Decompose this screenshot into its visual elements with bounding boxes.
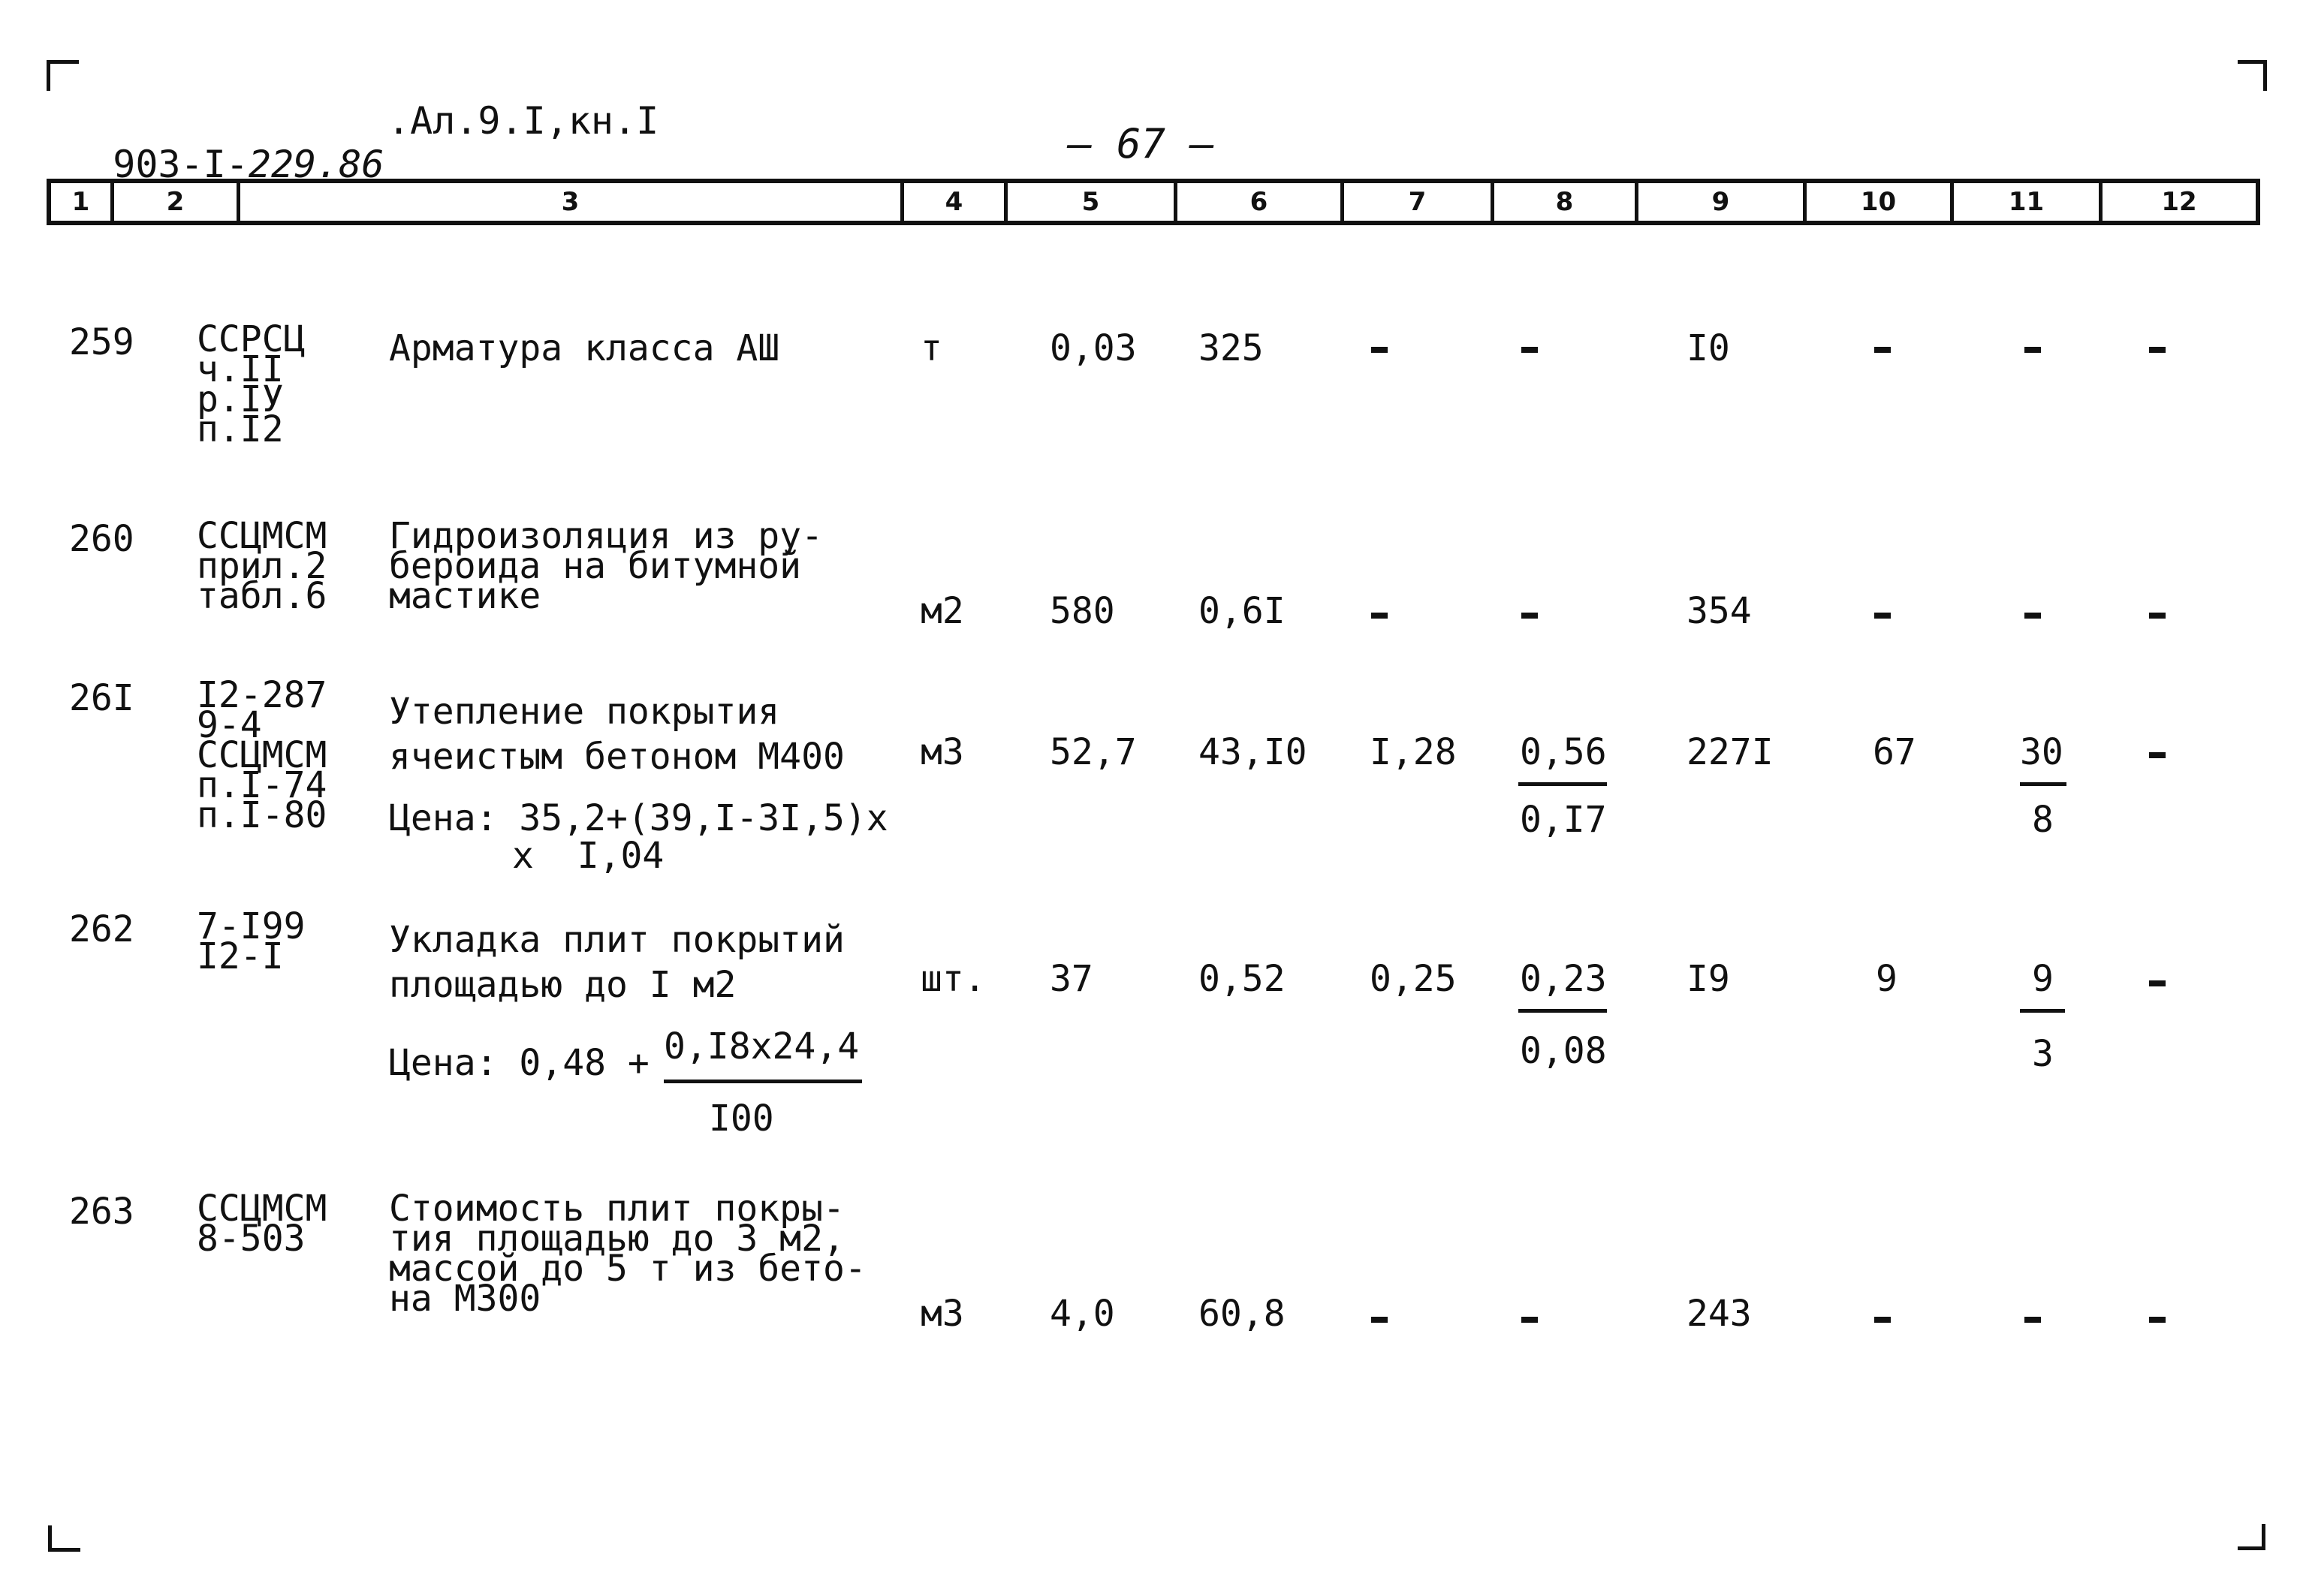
unit-price: 0,52: [1198, 958, 1286, 1000]
empty-dash-col12: [2149, 980, 2166, 986]
column-header-2: 2: [114, 183, 240, 221]
work-description: Утепление покрытия ячеистым бетоном М400: [389, 691, 845, 778]
empty-dash-col11: [2024, 347, 2041, 353]
unit-price: 0,6I: [1198, 590, 1286, 632]
empty-dash-col12: [2149, 752, 2166, 758]
corner-mark-top-right: [2238, 60, 2267, 91]
column-header-12: 12: [2161, 187, 2197, 217]
column-header-8: 8: [1494, 183, 1638, 221]
quantity: 52,7: [1050, 731, 1137, 773]
column-header-3: 3: [240, 183, 904, 221]
machine-cost-denominator: 0,I7: [1520, 799, 1607, 841]
estimate-reference: 7-I99 I2-I: [197, 905, 306, 977]
empty-dash-col8: [1521, 347, 1538, 353]
row-number: 263: [69, 1191, 134, 1233]
empty-dash-col10: [1874, 347, 1891, 353]
document-code: [68, 99, 384, 186]
work-description: Арматура класса АШ: [389, 327, 780, 369]
empty-dash-col12: [2149, 347, 2166, 353]
empty-dash-col7: [1371, 347, 1388, 353]
column-header-4: 4: [904, 183, 1008, 221]
corner-mark-bottom-left: [48, 1525, 80, 1552]
column-number-row: [47, 179, 2260, 225]
column-header-9: 9: [1638, 183, 1807, 221]
machine-total-denominator: 3: [2032, 1033, 2054, 1075]
unit: м2: [921, 590, 964, 632]
price-formula-numerator: 0,I8x24,4: [664, 1025, 860, 1068]
empty-dash-col12: [2149, 1317, 2166, 1323]
machine-total-numerator: 30: [2020, 731, 2063, 773]
row-number: 260: [69, 518, 134, 560]
row-number: 26I: [69, 677, 134, 719]
page-number: — 67 —: [1068, 120, 1215, 167]
column-header-5: 5: [1008, 183, 1177, 221]
machine-total-denominator: 8: [2032, 799, 2054, 841]
price-formula-line1: Цена: 35,2+(39,I-3I,5)x: [389, 797, 888, 839]
labor-total: 67: [1873, 731, 1916, 773]
empty-dash-col10: [1874, 613, 1891, 619]
fraction-line-col11: [2020, 1009, 2065, 1013]
row-number: 259: [69, 321, 134, 363]
document-code-prefix: 903-I-: [113, 143, 249, 186]
unit: м3: [921, 731, 964, 773]
empty-dash-col7: [1371, 613, 1388, 619]
empty-dash-col10: [1874, 1317, 1891, 1323]
quantity: 0,03: [1050, 327, 1137, 369]
work-description: Укладка плит покрытий площадью до I м2: [389, 919, 845, 1006]
empty-dash-col11: [2024, 1317, 2041, 1323]
labor-cost: 0,25: [1370, 958, 1457, 1000]
labor-cost: I,28: [1370, 731, 1457, 773]
corner-mark-bottom-right: [2238, 1524, 2265, 1550]
estimate-reference: I2-287 9-4 ССЦМСМ п.I-74 п.I-80: [197, 674, 327, 836]
total-cost: I0: [1687, 327, 1730, 369]
document-code-suffix: 229.86: [248, 143, 384, 186]
fraction-line-col8: [1518, 1009, 1607, 1013]
empty-dash-col11: [2024, 613, 2041, 619]
estimate-reference: ССРСЦ ч.II р.IУ п.I2: [197, 318, 306, 450]
work-description: Стоимость плит покры- тия площадью до 3 м2, массой до 5 т из бето- на М300: [389, 1188, 867, 1320]
unit-price: 60,8: [1198, 1293, 1286, 1335]
unit-price: 43,I0: [1198, 731, 1307, 773]
machine-total-numerator: 9: [2032, 958, 2054, 1000]
machine-cost-denominator: 0,08: [1520, 1030, 1607, 1072]
machine-cost-numerator: 0,23: [1520, 958, 1607, 1000]
row-number: 262: [69, 908, 134, 950]
unit: м3: [921, 1293, 964, 1335]
estimate-reference: ССЦМСМ 8-503: [197, 1188, 327, 1260]
total-cost: 243: [1687, 1293, 1752, 1335]
price-formula-prefix: Цена: 0,48 +: [389, 1042, 650, 1084]
estimate-reference: ССЦМСМ прил.2 табл.6: [197, 515, 327, 617]
column-header-6: 6: [1177, 183, 1344, 221]
empty-dash-col8: [1521, 613, 1538, 619]
total-cost: 227I: [1687, 731, 1774, 773]
unit: шт.: [921, 958, 986, 1000]
work-description: Гидроизоляция из ру- бероида на битумной мастике: [389, 515, 823, 617]
quantity: 580: [1050, 590, 1115, 632]
column-header-11: 11: [1954, 183, 2103, 221]
total-cost: I9: [1687, 958, 1730, 1000]
column-header-10: 10: [1807, 183, 1954, 221]
fraction-line-price-formula: [664, 1080, 862, 1083]
price-formula-denominator: I00: [709, 1098, 774, 1140]
fraction-line-col11: [2020, 782, 2066, 786]
price-formula-line2: x I,04: [512, 835, 665, 877]
empty-dash-col8: [1521, 1317, 1538, 1323]
total-cost: 354: [1687, 590, 1752, 632]
quantity: 4,0: [1050, 1293, 1115, 1335]
labor-total: 9: [1876, 958, 1898, 1000]
column-header-7: 7: [1344, 183, 1494, 221]
machine-cost-numerator: 0,56: [1520, 731, 1607, 773]
empty-dash-col7: [1371, 1317, 1388, 1323]
fraction-line-col8: [1518, 782, 1607, 786]
quantity: 37: [1050, 958, 1093, 1000]
unit-price: 325: [1198, 327, 1264, 369]
unit: т: [921, 327, 942, 369]
column-header-1: 1: [51, 183, 114, 221]
empty-dash-col12: [2149, 613, 2166, 619]
corner-mark-top-left: [47, 60, 79, 91]
album-reference: .Ал.9.I,кн.I: [387, 99, 659, 143]
